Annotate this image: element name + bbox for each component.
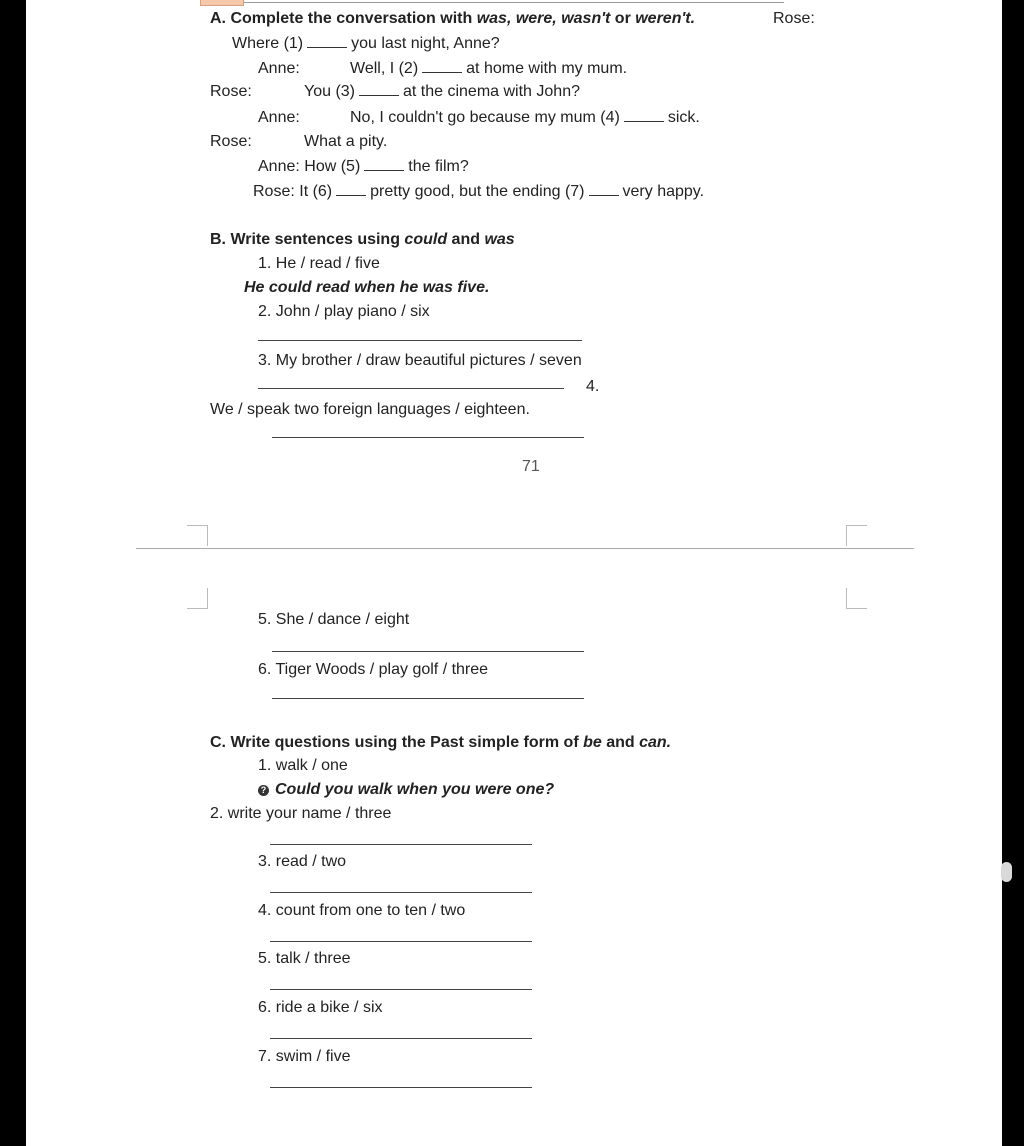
answer-line[interactable] xyxy=(272,437,584,438)
section-b-heading: B. Write sentences using could and was xyxy=(210,231,515,248)
b-item-6: 6. Tiger Woods / play golf / three xyxy=(258,661,489,678)
conversation-line-5: What a pity. xyxy=(304,133,388,150)
question-mark-icon: ? xyxy=(258,785,269,796)
page-top-rule xyxy=(244,0,784,3)
c-example-answer: ? Could you walk when you were one? xyxy=(258,781,554,799)
page-edge-tab xyxy=(200,0,244,6)
rose-tag: Rose: xyxy=(773,10,815,27)
c-item-6: 6. ride a bike / six xyxy=(258,999,383,1016)
blank-1[interactable] xyxy=(307,37,347,48)
crop-mark xyxy=(187,588,208,609)
b-item-4-number: 4. xyxy=(586,378,600,395)
speaker-anne: Anne: xyxy=(258,60,300,77)
crop-mark xyxy=(846,588,867,609)
conversation-line-1: Where (1) you last night, Anne? xyxy=(232,35,500,52)
blank-7[interactable] xyxy=(589,185,619,196)
crop-mark xyxy=(187,525,208,546)
page-number: 71 xyxy=(522,458,540,475)
blank-3[interactable] xyxy=(359,85,399,96)
c-item-1: 1. walk / one xyxy=(258,757,348,774)
b-item-4: We / speak two foreign languages / eighteen. xyxy=(210,401,530,418)
answer-line[interactable] xyxy=(258,388,564,389)
answer-line[interactable] xyxy=(272,698,584,699)
answer-line[interactable] xyxy=(270,1038,532,1039)
c-item-4: 4. count from one to ten / two xyxy=(258,902,466,919)
answer-line[interactable] xyxy=(270,941,532,942)
answer-line[interactable] xyxy=(272,651,584,652)
c-item-5: 5. talk / three xyxy=(258,950,351,967)
answer-line[interactable] xyxy=(270,892,532,893)
b-item-3: 3. My brother / draw beautiful pictures / seven xyxy=(258,352,582,369)
b-item-5: 5. She / dance / eight xyxy=(258,611,410,628)
conversation-line-4: No, I couldn't go because my mum (4) sick. xyxy=(350,109,700,126)
crop-mark xyxy=(846,525,867,546)
page-divider xyxy=(136,548,914,549)
speaker-rose: Rose: xyxy=(210,133,252,150)
c-item-3: 3. read / two xyxy=(258,853,347,870)
speaker-rose: Rose: xyxy=(210,83,252,100)
b-item-1: 1. He / read / five xyxy=(258,255,380,272)
blank-2[interactable] xyxy=(422,62,462,73)
b-example-answer: He could read when he was five. xyxy=(244,279,490,296)
blank-6[interactable] xyxy=(336,185,366,196)
b-item-2: 2. John / play piano / six xyxy=(258,303,430,320)
scrollbar-thumb[interactable] xyxy=(1001,862,1012,882)
answer-line[interactable] xyxy=(270,989,532,990)
conversation-line-2: Well, I (2) at home with my mum. xyxy=(350,60,628,77)
answer-line[interactable] xyxy=(270,1087,532,1088)
conversation-line-6: Anne: How (5) the film? xyxy=(258,158,469,175)
section-c-heading: C. Write questions using the Past simple form of be and can. xyxy=(210,734,672,751)
blank-5[interactable] xyxy=(364,160,404,171)
c-item-7: 7. swim / five xyxy=(258,1048,351,1065)
worksheet-page xyxy=(26,0,1002,1146)
section-a-heading: A. Complete the conversation with was, were, wasn't or weren't. xyxy=(210,10,696,27)
answer-line[interactable] xyxy=(270,844,532,845)
conversation-line-3: You (3) at the cinema with John? xyxy=(304,83,580,100)
speaker-anne: Anne: xyxy=(258,109,300,126)
conversation-line-7: Rose: It (6) pretty good, but the ending (7) very happy. xyxy=(253,183,705,200)
blank-4[interactable] xyxy=(624,111,664,122)
c-item-2: 2. write your name / three xyxy=(210,805,392,822)
answer-line[interactable] xyxy=(258,340,582,341)
